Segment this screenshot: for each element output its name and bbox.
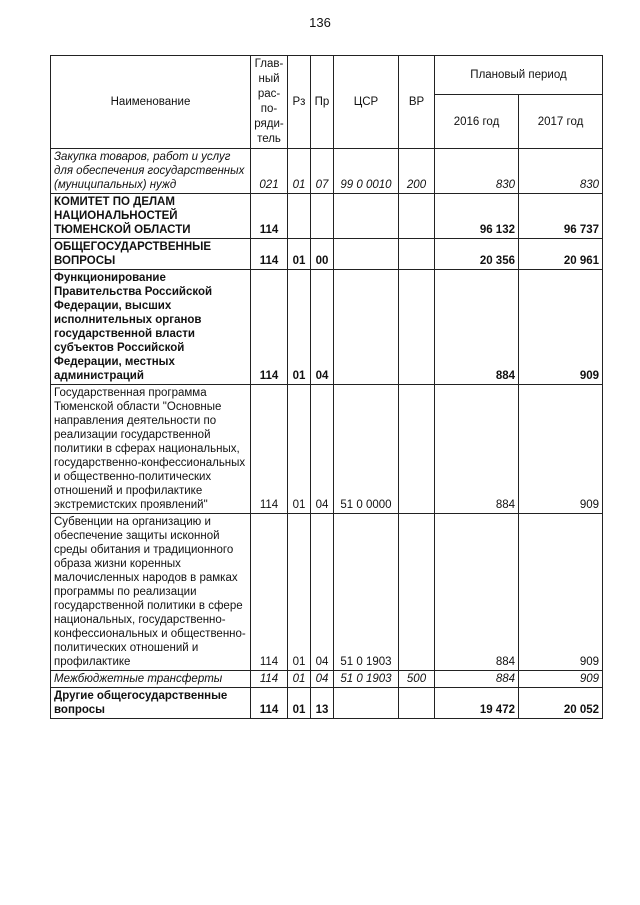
cell-name: ОБЩЕГОСУДАРСТВЕННЫЕ ВОПРОСЫ xyxy=(51,239,251,270)
cell-vr xyxy=(399,385,435,514)
cell-pr: 13 xyxy=(311,688,334,719)
header-year-2016: 2016 год xyxy=(435,95,519,149)
cell-2017: 909 xyxy=(519,514,603,671)
budget-table xyxy=(50,55,603,719)
cell-2016: 830 xyxy=(435,149,519,194)
table-row xyxy=(51,149,603,194)
header-vr: ВР xyxy=(399,56,435,149)
cell-rz: 01 xyxy=(288,239,311,270)
header-rz: Рз xyxy=(288,56,311,149)
header-pr: Пр xyxy=(311,56,334,149)
cell-vr xyxy=(399,239,435,270)
table-body xyxy=(51,149,603,719)
cell-csr xyxy=(334,194,399,239)
cell-pr: 00 xyxy=(311,239,334,270)
cell-2017: 909 xyxy=(519,385,603,514)
cell-main-manager: 114 xyxy=(251,385,288,514)
cell-2017: 909 xyxy=(519,270,603,385)
cell-vr: 500 xyxy=(399,671,435,688)
cell-pr: 04 xyxy=(311,514,334,671)
cell-name: Функционирование Правительства Российской Федерации, высших исполнительных органов государственной власти субъектов Российской Федерации, местных администраций xyxy=(51,270,251,385)
cell-2016: 96 132 xyxy=(435,194,519,239)
header-main-manager: Глав- ный рас- по- ряди- тель xyxy=(251,56,288,149)
cell-2017: 830 xyxy=(519,149,603,194)
cell-vr: 200 xyxy=(399,149,435,194)
cell-vr xyxy=(399,688,435,719)
cell-2017: 909 xyxy=(519,671,603,688)
cell-main-manager: 114 xyxy=(251,270,288,385)
cell-name: Другие общегосударственные вопросы xyxy=(51,688,251,719)
cell-name: Закупка товаров, работ и услуг для обеспечения государственных (муниципальных) нужд xyxy=(51,149,251,194)
cell-rz: 01 xyxy=(288,149,311,194)
cell-pr: 04 xyxy=(311,270,334,385)
header-csr: ЦСР xyxy=(334,56,399,149)
cell-2016: 884 xyxy=(435,514,519,671)
cell-csr xyxy=(334,688,399,719)
cell-2016: 884 xyxy=(435,385,519,514)
cell-rz: 01 xyxy=(288,671,311,688)
cell-csr: 51 0 0000 xyxy=(334,385,399,514)
table-row xyxy=(51,688,603,719)
cell-2016: 19 472 xyxy=(435,688,519,719)
cell-pr: 04 xyxy=(311,385,334,514)
cell-name: Государственная программа Тюменской области "Основные направления деятельности по реализации государственной политики в сферах национальных, государственно-конфессиональных и общественно-политических отношений и профилактике экстремистских проявлений" xyxy=(51,385,251,514)
cell-2017: 20 961 xyxy=(519,239,603,270)
cell-pr: 04 xyxy=(311,671,334,688)
cell-main-manager: 114 xyxy=(251,239,288,270)
table-row xyxy=(51,194,603,239)
table-row xyxy=(51,385,603,514)
cell-csr: 51 0 1903 xyxy=(334,671,399,688)
cell-main-manager: 114 xyxy=(251,688,288,719)
table-row xyxy=(51,514,603,671)
cell-2016: 884 xyxy=(435,671,519,688)
table-row xyxy=(51,671,603,688)
cell-2017: 96 737 xyxy=(519,194,603,239)
cell-name: КОМИТЕТ ПО ДЕЛАМ НАЦИОНАЛЬНОСТЕЙ ТЮМЕНСКОЙ ОБЛАСТИ xyxy=(51,194,251,239)
cell-rz: 01 xyxy=(288,270,311,385)
table-row xyxy=(51,239,603,270)
cell-rz: 01 xyxy=(288,385,311,514)
cell-main-manager: 021 xyxy=(251,149,288,194)
table-row xyxy=(51,270,603,385)
cell-main-manager: 114 xyxy=(251,671,288,688)
cell-vr xyxy=(399,194,435,239)
cell-csr: 99 0 0010 xyxy=(334,149,399,194)
cell-name: Межбюджетные трансферты xyxy=(51,671,251,688)
cell-main-manager: 114 xyxy=(251,194,288,239)
cell-vr xyxy=(399,514,435,671)
header-planned-period: Плановый период xyxy=(435,56,603,95)
cell-rz xyxy=(288,194,311,239)
cell-csr: 51 0 1903 xyxy=(334,514,399,671)
cell-rz: 01 xyxy=(288,688,311,719)
cell-main-manager: 114 xyxy=(251,514,288,671)
cell-name: Субвенции на организацию и обеспечение защиты исконной среды обитания и традиционного образа жизни коренных малочисленных народов в рамках программы по реализации государственной политики в сфере национальных, государственно-конфессиональных и общественно-политических отношений и профилактике xyxy=(51,514,251,671)
cell-pr: 07 xyxy=(311,149,334,194)
cell-2016: 20 356 xyxy=(435,239,519,270)
cell-pr xyxy=(311,194,334,239)
cell-2016: 884 xyxy=(435,270,519,385)
cell-rz: 01 xyxy=(288,514,311,671)
page-number: 136 xyxy=(309,15,331,30)
cell-csr xyxy=(334,239,399,270)
header-name: Наименование xyxy=(51,56,251,149)
cell-vr xyxy=(399,270,435,385)
header-year-2017: 2017 год xyxy=(519,95,603,149)
cell-2017: 20 052 xyxy=(519,688,603,719)
cell-csr xyxy=(334,270,399,385)
